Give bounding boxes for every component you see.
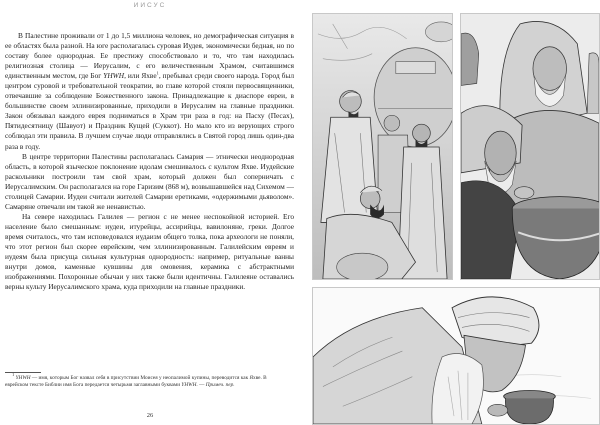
footnote-reference[interactable]: 1: [156, 70, 159, 76]
term-yhwh: YHWH: [103, 71, 125, 81]
paragraph-judea: [5, 31, 294, 152]
footnote-text: . —: [196, 381, 206, 388]
footnote: [5, 371, 290, 389]
engraving-image: [313, 288, 599, 424]
paragraph-samaria: В центре территории Палестины располагалась Самария — этнически неоднородная область, в которой языческое поклонение идолам смешивалось с культом Яхве. Иудейские раскольники построили там свой храм, который должен был соперничать с Иерусалимским. Он располагался на горе Гаризим (868 м), возвышавшейся над Сихемом — столицей Самарии. Иудеи считали жителей Самарии еретиками, «одержимыми дьяволом». Самаряне отвечали им такой же ненавистью.: [5, 151, 294, 211]
footnote-term: YHWH: [15, 374, 31, 381]
paragraph-galilee: На севере находилась Галилея — регион с не менее неспокойной историей. Его население было смешанным: иудеи, итурейцы, ассирийцы, вавилоняне, греки. Долгое время считалось, что там исповедовался иудаизм общего толка, пока археологи не поняли, что этот регион был скорее еврейским, чем эллинизированным. Галилейским евреям и иудеям была присуща сильная культурная однородность: например, ритуальные ванны внутри домов, каменные кувшины для омовения, керамика с абстрактными изображениями. Похоронные обычаи у них также были идентичны. Галилеяне оставались верны культу Иерусалимского храма, куда приходили на главные праздники.: [5, 211, 294, 292]
footnote-number: 1: [12, 371, 15, 377]
running-head: ИИСУС: [133, 2, 167, 9]
engraving-image: [313, 14, 452, 279]
page-number: 26: [146, 412, 154, 419]
illustration-men-by-jar: [312, 13, 453, 280]
text-run: , или Яхве: [124, 71, 157, 81]
body-text: [5, 31, 294, 292]
footnote-term: YHWH: [181, 381, 197, 388]
illustration-elders-by-basin: [460, 13, 600, 280]
illustration-elder-with-vessel: [312, 287, 600, 425]
translator-note: Примеч. пер.: [205, 381, 235, 388]
text-run: В Палестине проживали от 1 до 1,5 миллиона человек, но демографическая ситуация в ее областях была разной. На юге располагалась суровая Иудея, экономически бедная, но по составу более однородная. Ее престижу способствовало и то, что там находилась религиозная столица — Иерусалим, с его величественным Храмом, считавшимся единственным местом, где Бог: [5, 31, 294, 81]
text-run: , пребывал среди своего народа. Город был центром суровой и требовательной теократии, во главе которой стояли первосвященники, отвечавшие за соблюдение Божественного закона. Принадлежащие к диаспоре евреи, в большинстве своем эллинизированные, приходили в Иерусалим на главные праздники. Закон обязывал каждого еврея подниматься в Храм три раза в год: на Пасху (Песах), Пятидесятницу (Шавуот) и Праздник Кущей (Суккот). Но мало кто из верующих строго соблюдал эти правила. В лучшем случае люди отправлялись в Святой город лишь один-два раза в году.: [5, 71, 294, 151]
footnote-text: — имя, которым Бог назвал себя в присутствии Моисея у неопалимой купины, переводится как Яхве. В еврейском тексте Библии имя Бога передается четырьмя заглавными буквами: [5, 374, 267, 388]
engraving-image: [461, 14, 599, 279]
